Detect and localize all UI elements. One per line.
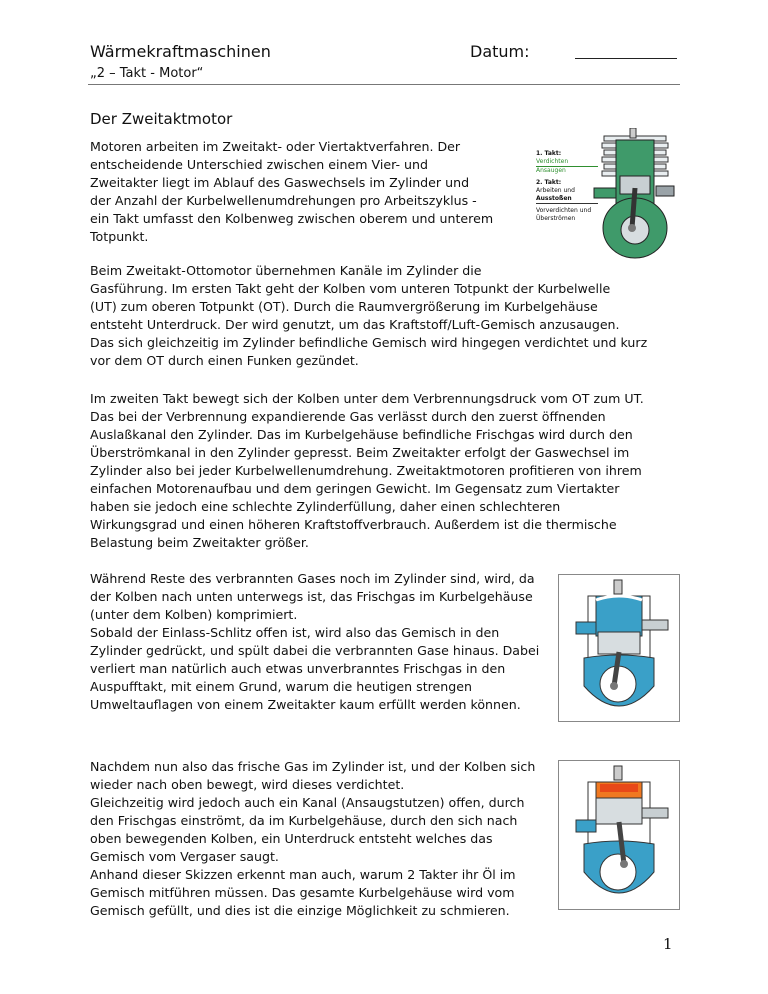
date-label: Datum: <box>470 42 530 61</box>
legend-takt2: 2. Takt: <box>536 179 562 186</box>
paragraph-first-stroke: Beim Zweitakt-Ottomotor übernehmen Kanäle im Zylinder die Gasführung. Im ersten Takt geht der Kolben vom unteren Totpunkt der Kurbelwelle (UT) zum oberen Totpunkt (OT). Durch die Raumvergrößerung im Kurbelgehäuse entsteht Unterdruck. Der wird genutzt, um das Kraftstoff/Luft-Gemisch anzusaugen. Das sich gleichzeitig im Zylinder befindliche Gemisch wird hingegen verdichtet und kurz vor dem OT durch einen Funken gezündet. <box>90 263 648 368</box>
paragraph-intro: Motoren arbeiten im Zweitakt- oder Viertaktverfahren. Der entscheidende Unterschied zwischen einem Vier- und Zweitakter liegt im Ablauf des Gaswechsels im Zylinder und der Anzahl der Kurbelwellenumdrehungen pro Arbeitszyklus - ein Takt umfasst den Kolbenweg zwischen oberem und unterem Totpunkt. <box>90 139 494 244</box>
paragraph-scavenging: Während Reste des verbrannten Gases noch im Zylinder sind, wird, da der Kolben nach unten unterwegs ist, das Frischgas im Kurbelgehäuse (unter dem Kolben) komprimiert. Sobald der Einlass-Schlitz offen ist, wird also das Gemisch in den Zylinder gedrückt, und spült dabei die verbrannten Gase hinaus. Dabei verliert man natürlich auch etwas unverbranntes Frischgas in den Auspufftakt, mit einem Grund, warum die heutigen strengen Umweltauflagen von einem Zweitakter kaum erfüllt werden können. <box>90 571 540 712</box>
legend-takt2-c: Vorverdichten und <box>536 207 592 214</box>
engine-figure-scavenging <box>558 574 680 722</box>
engine-figure-compression <box>558 760 680 910</box>
header-title: Wärmekraftmaschinen <box>90 42 271 61</box>
legend-takt2-b: Ausstoßen <box>536 195 598 204</box>
header-subtitle: „2 – Takt - Motor“ <box>90 66 204 81</box>
date-line <box>575 58 677 59</box>
legend-takt1: 1. Takt: <box>536 150 562 157</box>
document-heading: Der Zweitaktmotor <box>90 110 233 128</box>
header-divider <box>88 84 680 85</box>
legend-takt2-a: Arbeiten und <box>536 187 575 194</box>
legend-takt2-d: Überströmen <box>536 215 576 222</box>
paragraph-second-stroke: Im zweiten Takt bewegt sich der Kolben unter dem Verbrennungsdruck vom OT zum UT. Das bei der Verbrennung expandierende Gas verlässt durch den zuerst öffnenden Auslaßkanal den Zylinder. Das im Kurbelgehäuse befindliche Frischgas wird durch den Überströmkanal in den Zylinder gepresst. Beim Zweitakter erfolgt der Gaswechsel im Zylinder also bei jeder Kurbelwellenumdrehung. Zweitaktmotoren profitieren von ihrem einfachen Motorenaufbau und dem geringen Gewicht. Im Gegensatz zum Viertakter haben sie jedoch eine schlechte Zylinderfüllung, daher einen schlechteren Wirkungsgrad und einen höheren Kraftstoffverbrauch. Außerdem ist die thermische Belastung beim Zweitakter größer. <box>90 391 644 550</box>
paragraph-compression: Nachdem nun also das frische Gas im Zylinder ist, und der Kolben sich wieder nach oben bewegt, wird dieses verdichtet. Gleichzeitig wird jedoch auch ein Kanal (Ansaugstutzen) offen, durch den Frischgas einströmt, da im Kurbelgehäuse, durch den sich nach oben bewegenden Kolben, ein Unterdruck entsteht welches das Gemisch vom Vergaser saugt. Anhand dieser Skizzen erkennt man auch, warum 2 Takter ihr Öl im Gemisch mitführen müssen. Das gesamte Kurbelgehäuse wird vom Gemisch gefüllt, und dies ist die einzige Möglichkeit zu schmieren. <box>90 759 536 918</box>
legend-takt1-b: Ansaugen <box>536 166 598 175</box>
page-number: 1 <box>663 935 673 953</box>
legend-takt1-a: Verdichten <box>536 158 569 165</box>
figure-legend <box>536 150 598 223</box>
engine-figure-overview <box>590 128 680 260</box>
